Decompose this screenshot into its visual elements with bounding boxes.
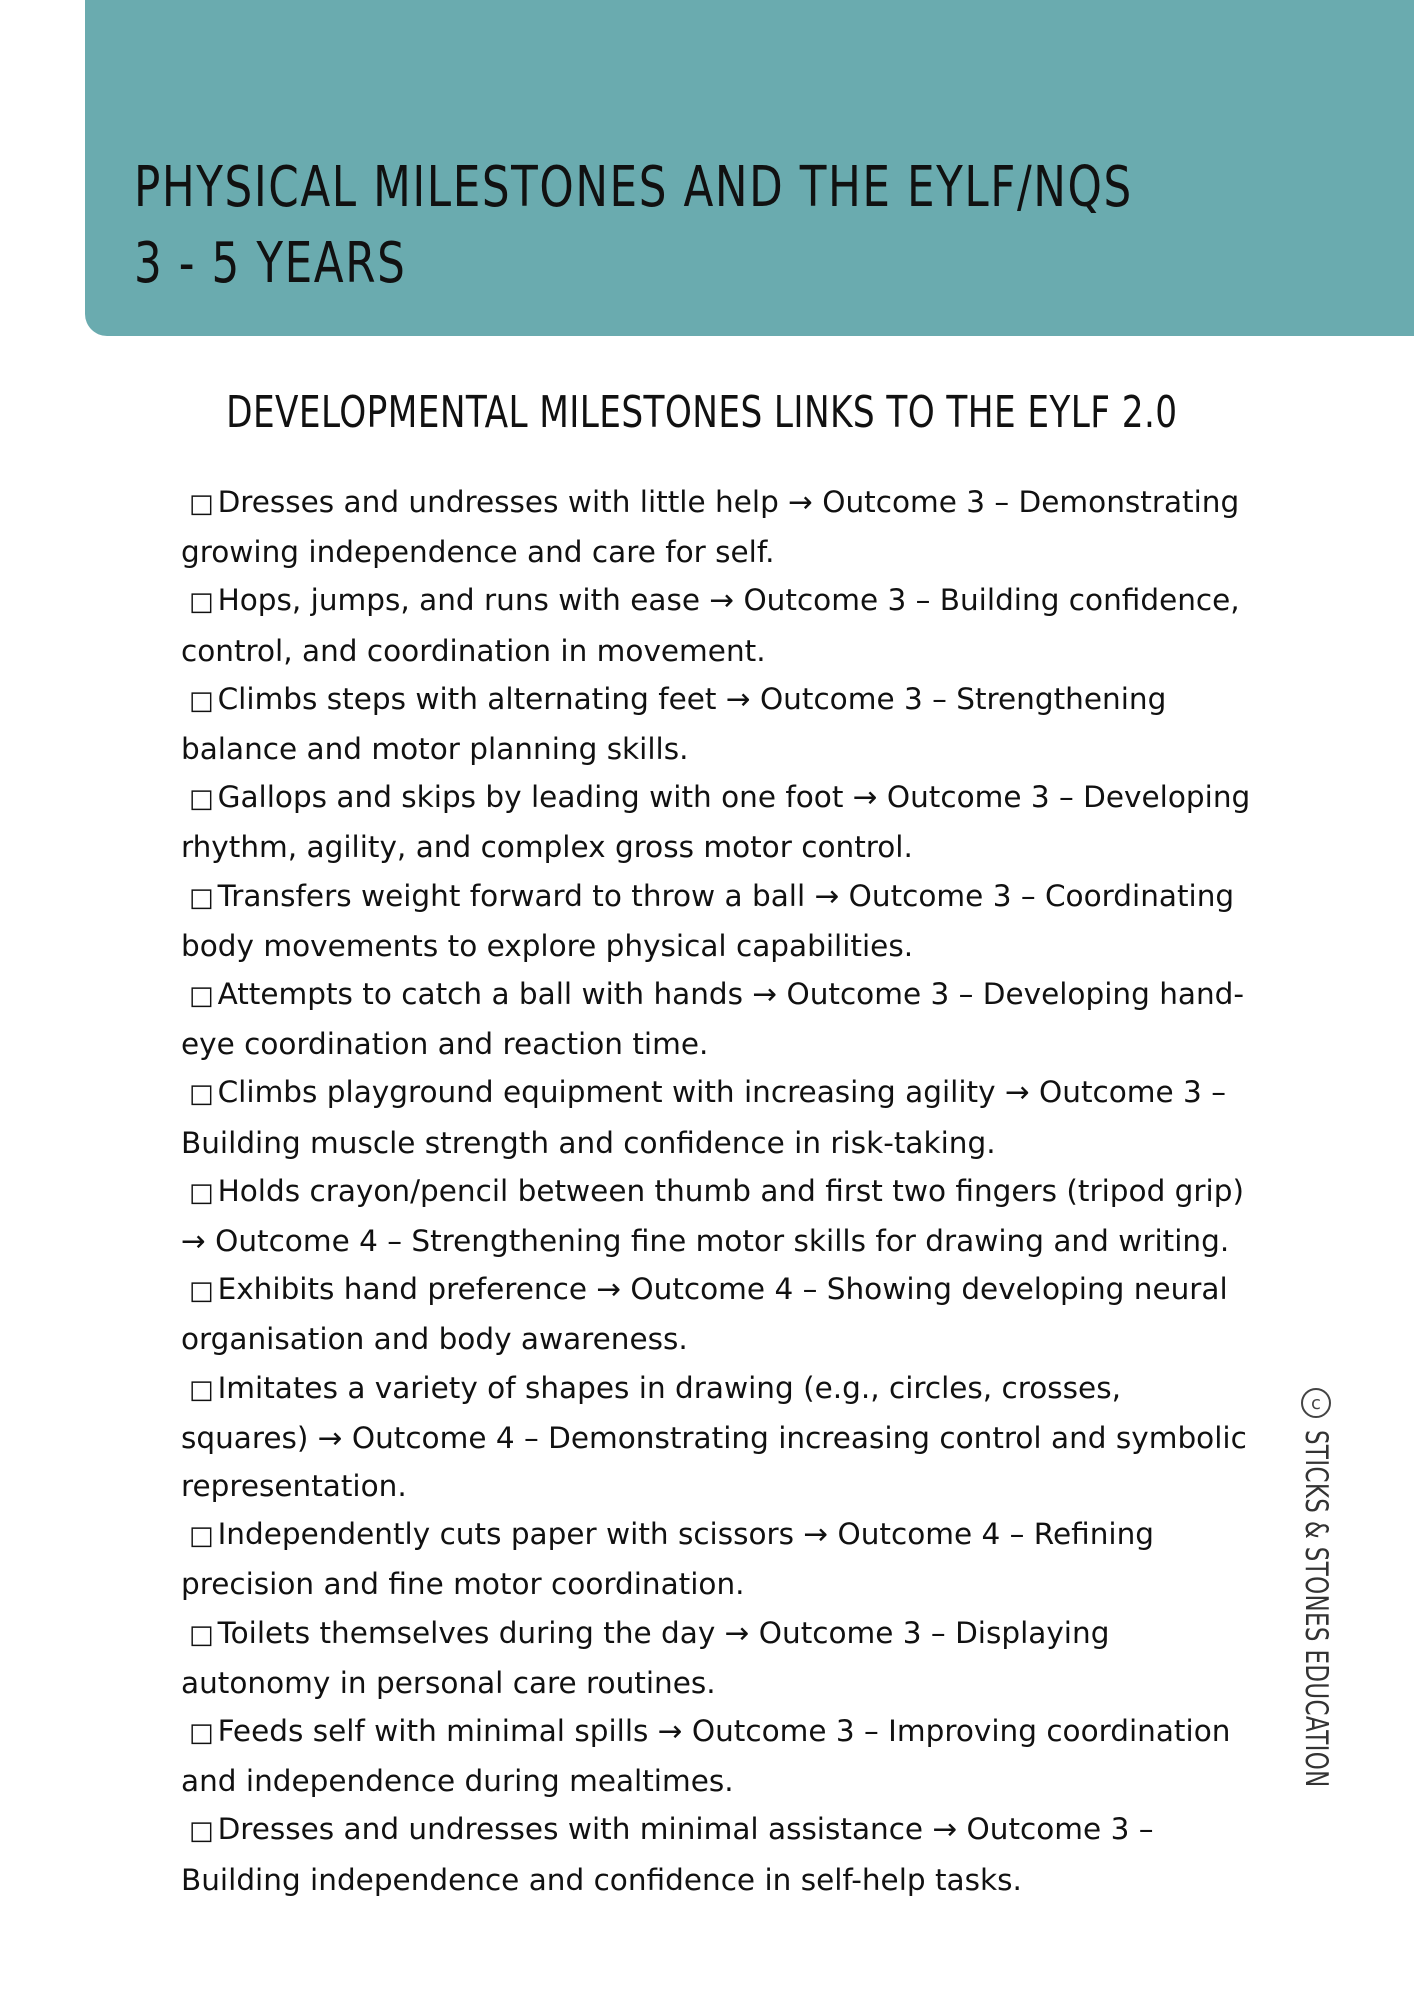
milestone-text: Climbs steps with alternating feet → Outcome 3 – Strengthening balance and motor planning skills.: [181, 681, 1167, 767]
checkbox-icon[interactable]: □: [189, 685, 214, 716]
milestone-text: Climbs playground equipment with increasing agility → Outcome 3 – Building muscle strength and confidence in risk-taking.: [181, 1075, 1226, 1160]
list-item: [181, 1364, 1251, 1511]
checkbox-icon[interactable]: □: [189, 1079, 214, 1110]
milestone-text: Gallops and skips by leading with one foot → Outcome 3 – Developing rhythm, agility, and complex gross motor control.: [181, 780, 1251, 865]
checkbox-icon[interactable]: □: [189, 1374, 214, 1405]
page-title: [134, 150, 1133, 302]
milestone-text: Exhibits hand preference → Outcome 4 – Showing developing neural organisation and body awareness.: [181, 1272, 1228, 1357]
list-item: [181, 1707, 1251, 1805]
milestone-text: Feeds self with minimal spills → Outcome 3 – Improving coordination and independence during mealtimes.: [181, 1714, 1231, 1799]
checkbox-icon[interactable]: □: [189, 882, 214, 913]
copyright-icon: c: [1301, 1388, 1331, 1418]
list-item: [181, 970, 1251, 1068]
checkbox-icon[interactable]: □: [189, 981, 214, 1012]
checkbox-icon[interactable]: □: [189, 1177, 214, 1208]
list-item: [181, 576, 1251, 674]
checkbox-icon[interactable]: □: [189, 1521, 214, 1552]
title-line-1: PHYSICAL MILESTONES AND THE EYLF/NQS: [134, 155, 1133, 220]
list-item: [181, 773, 1251, 871]
list-item: [181, 872, 1251, 970]
milestone-text: Hops, jumps, and runs with ease → Outcome 3 – Building confidence, control, and coordination in movement.: [181, 583, 1240, 668]
checkbox-icon[interactable]: □: [189, 587, 214, 618]
list-item: [181, 1167, 1251, 1265]
list-item: [181, 1609, 1251, 1707]
milestone-text: Independently cuts paper with scissors → Outcome 4 – Refining precision and fine motor coordination.: [181, 1517, 1155, 1602]
milestone-text: Toilets themselves during the day → Outcome 3 – Displaying autonomy in personal care routines.: [181, 1615, 1110, 1700]
milestone-text: Attempts to catch a ball with hands → Outcome 3 – Developing hand-eye coordination and reaction time.: [181, 977, 1245, 1062]
milestone-list: [181, 478, 1251, 1904]
section-heading: [0, 383, 1414, 443]
list-item: [181, 1265, 1251, 1363]
milestone-text: Dresses and undresses with little help → Outcome 3 – Demonstrating growing independence and care for self.: [181, 485, 1240, 570]
title-line-2: 3 - 5 YEARS: [134, 231, 407, 296]
checkbox-icon[interactable]: □: [189, 784, 214, 815]
list-item: [181, 478, 1251, 576]
milestone-text: Transfers weight forward to throw a ball → Outcome 3 – Coordinating body movements to explore physical capabilities.: [181, 878, 1235, 963]
milestone-text: Dresses and undresses with minimal assistance → Outcome 3 – Building independence and confidence in self-help tasks.: [181, 1812, 1154, 1897]
list-item: [181, 1068, 1251, 1166]
copyright-text: STICKS & STONES EDUCATION: [1298, 1430, 1334, 1788]
checkbox-icon[interactable]: □: [189, 1718, 214, 1749]
checkbox-icon[interactable]: □: [189, 1816, 214, 1847]
list-item: [181, 1510, 1251, 1608]
checkbox-icon[interactable]: □: [189, 1619, 214, 1650]
list-item: [181, 675, 1251, 773]
copyright-note: [1294, 1388, 1334, 1818]
milestone-text: Imitates a variety of shapes in drawing (e.g., circles, crosses, squares) → Outcome 4 – Demonstrating increasing control and symbolic representation.: [181, 1370, 1247, 1504]
checkbox-icon[interactable]: □: [189, 1276, 214, 1307]
checkbox-icon[interactable]: □: [189, 489, 214, 519]
section-heading-text: DEVELOPMENTAL MILESTONES LINKS TO THE EYLF 2.0: [226, 387, 1178, 438]
list-item: [181, 1805, 1251, 1903]
milestone-text: Holds crayon/pencil between thumb and first two fingers (tripod grip) → Outcome 4 – Strengthening fine motor skills for drawing and writing.: [181, 1173, 1244, 1259]
